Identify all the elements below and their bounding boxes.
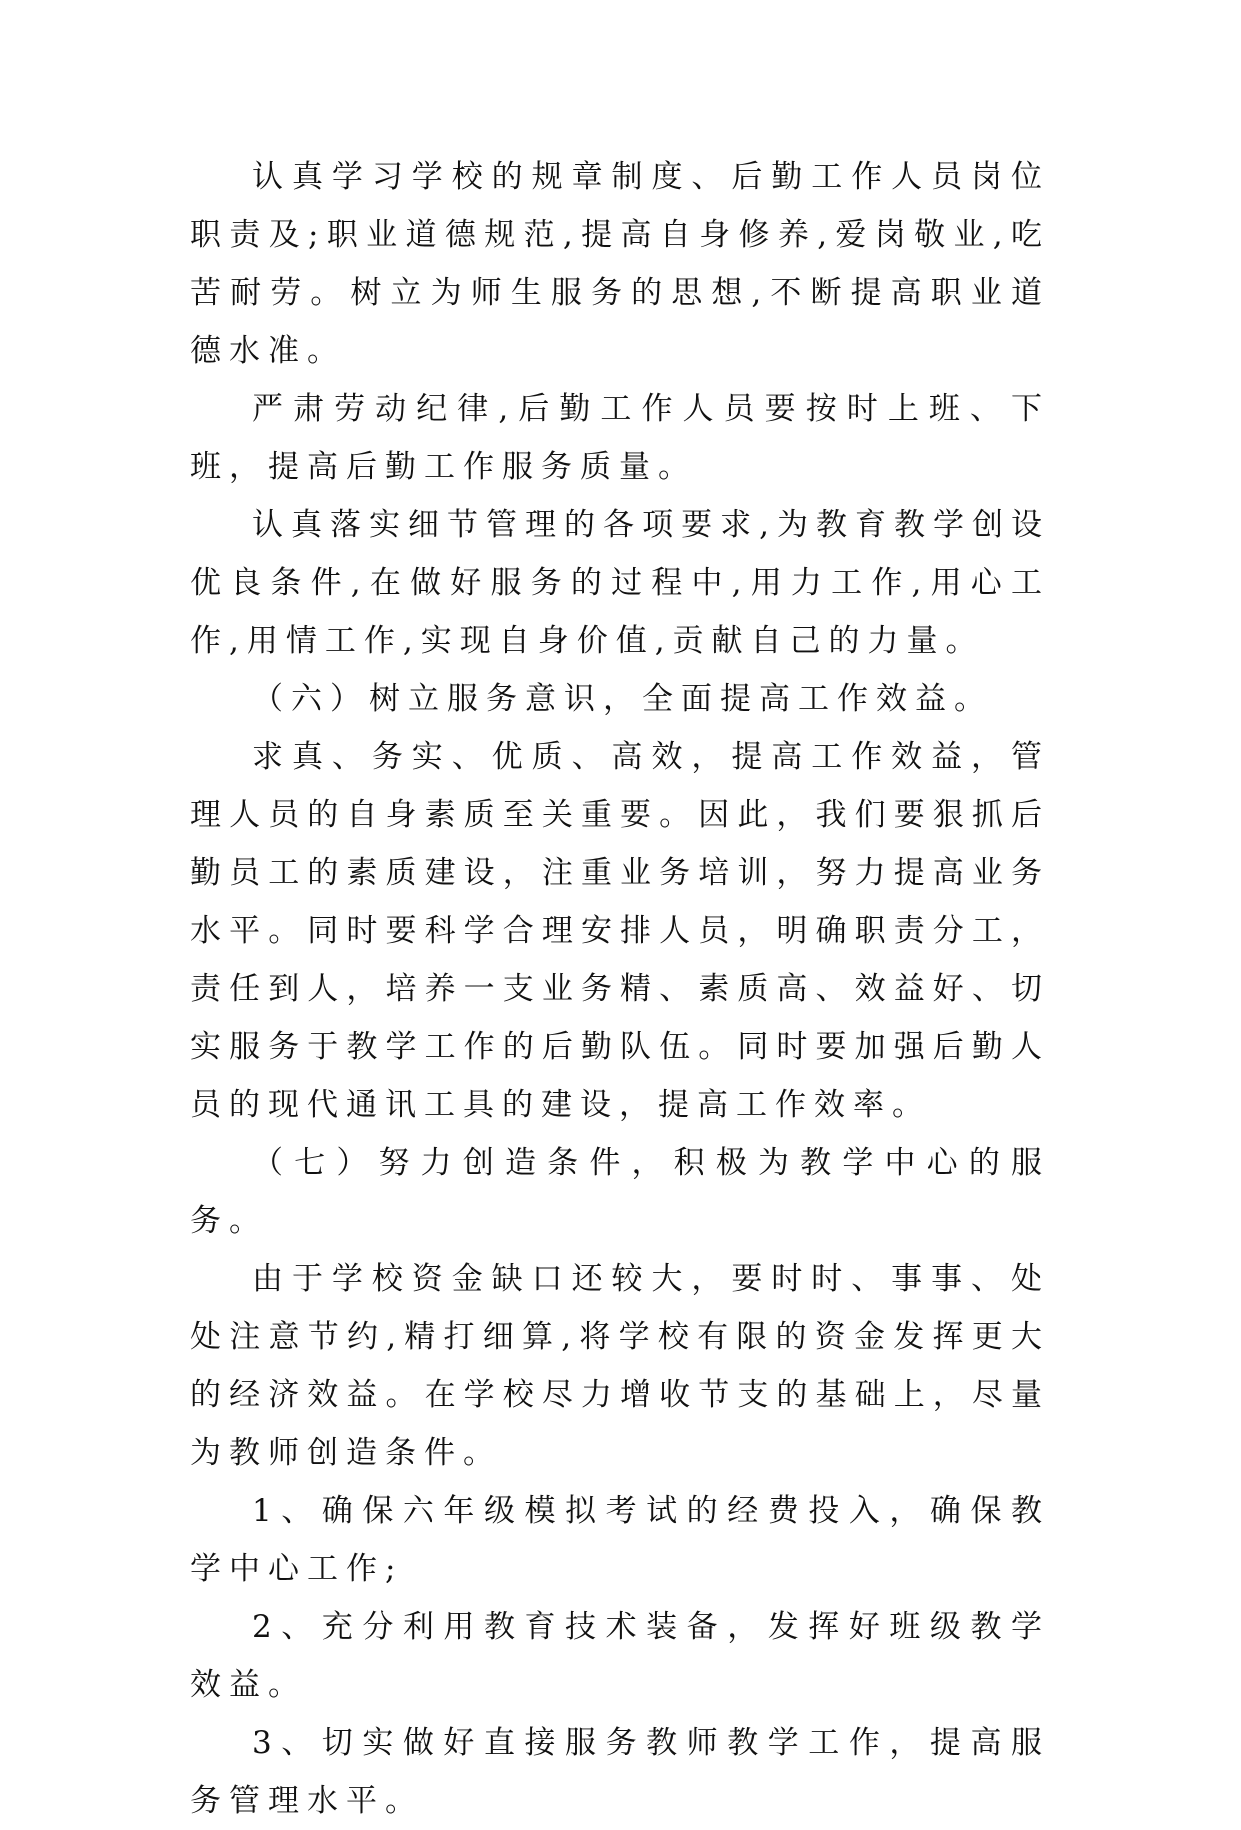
- paragraph: 认真学习学校的规章制度、后勤工作人员岗位职责及;职业道德规范,提高自身修养,爱岗敬业,吃苦耐劳。树立为师生服务的思想,不断提高职业道德水准。: [190, 159, 1050, 369]
- section-heading: （六）树立服务意识，全面提高工作效益。: [252, 681, 993, 717]
- paragraph: 认真落实细节管理的各项要求,为教育教学创设优良条件,在做好服务的过程中,用力工作,用心工作,用情工作,实现自身价值,贡献自己的力量。: [190, 507, 1050, 659]
- list-item: 3、切实做好直接服务教师教学工作，提高服务管理水平。: [190, 1725, 1050, 1819]
- paragraph: 由于学校资金缺口还较大，要时时、事事、处处注意节约,精打细算,将学校有限的资金发挥更大的经济效益。在学校尽力增收节支的基础上，尽量为教师创造条件。: [190, 1261, 1050, 1471]
- list-item: 2、充分利用教育技术装备，发挥好班级教学效益。: [190, 1609, 1050, 1703]
- paragraph: 严肃劳动纪律,后勤工作人员要按时上班、下班，提高后勤工作服务质量。: [190, 391, 1050, 485]
- section-heading: （七）努力创造条件，积极为教学中心的服务。: [190, 1145, 1050, 1239]
- document-body: [190, 148, 1050, 1830]
- list-item: 1、确保六年级模拟考试的经费投入，确保教学中心工作;: [190, 1493, 1050, 1587]
- paragraph: 求真、务实、优质、高效，提高工作效益，管理人员的自身素质至关重要。因此，我们要狠抓后勤员工的素质建设，注重业务培训，努力提高业务水平。同时要科学合理安排人员，明确职责分工，责任到人，培养一支业务精、素质高、效益好、切实服务于教学工作的后勤队伍。同时要加强后勤人员的现代通讯工具的建设，提高工作效率。: [190, 739, 1050, 1123]
